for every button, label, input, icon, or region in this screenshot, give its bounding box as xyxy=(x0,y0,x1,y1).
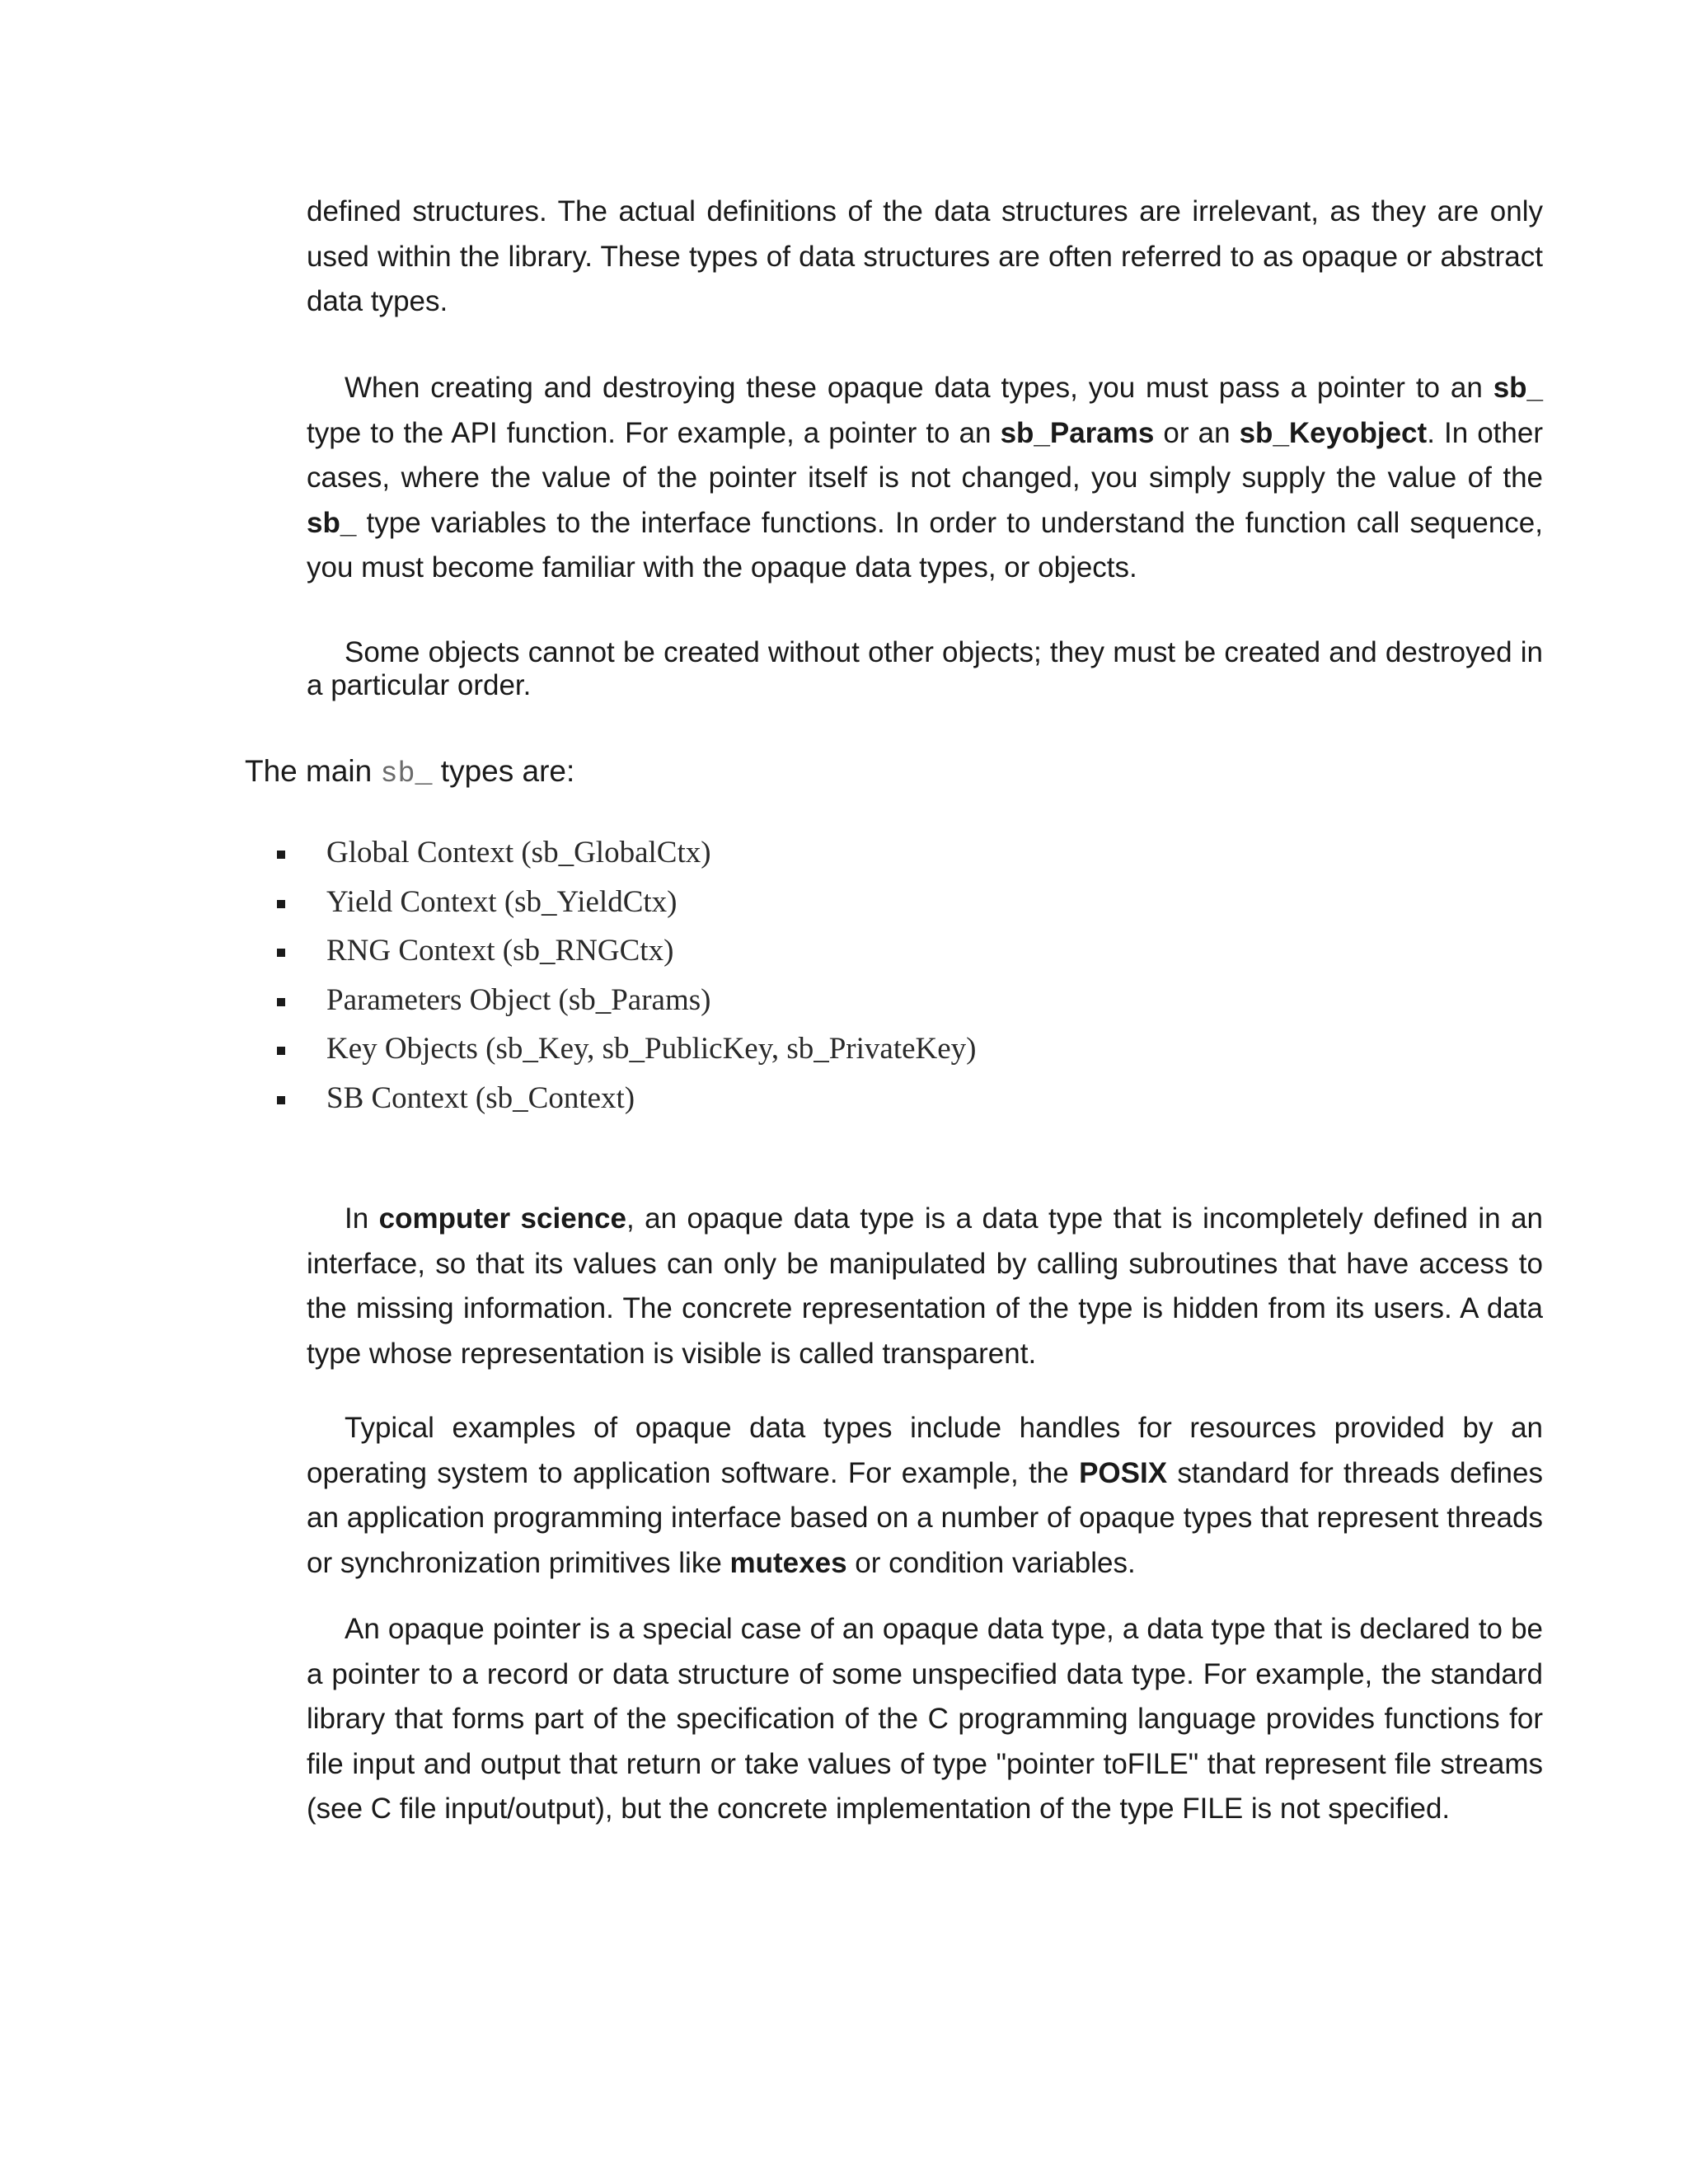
bold-term-mutexes: mutexes xyxy=(729,1546,847,1579)
list-item-label: SB Context (sb_Context) xyxy=(326,1080,635,1115)
bold-term-sb-keyobject: sb_Keyobject xyxy=(1239,416,1428,449)
paragraph-examples xyxy=(307,1406,1543,1586)
list-item xyxy=(277,882,977,931)
list-item xyxy=(277,930,977,980)
text-run: The main xyxy=(245,754,381,788)
square-bullet-icon xyxy=(277,1047,285,1055)
list-item xyxy=(277,1078,977,1127)
text-run: or condition variables. xyxy=(846,1546,1136,1579)
text-run: When creating and destroying these opaque data types, you must pass a pointer to an xyxy=(345,372,1493,404)
square-bullet-icon xyxy=(277,851,285,859)
text-run: types are: xyxy=(432,754,575,788)
list-item-label: Parameters Object (sb_Params) xyxy=(326,982,711,1017)
list-item-label: RNG Context (sb_RNGCtx) xyxy=(326,934,674,968)
list-item-label: Yield Context (sb_YieldCtx) xyxy=(326,884,678,919)
bold-term-computer-science: computer science xyxy=(378,1202,626,1235)
text-run: , an opaque data type is a data type that is incompletely defined in an interface, so that its values can only be manipulated by calling subroutines that have access to the missing information. The concrete representation of the type is hidden from its users. A data type whose representation is visible is called transparent. xyxy=(307,1202,1544,1370)
paragraph-opaque-pointer: An opaque pointer is a special case of an opaque data type, a data type that is declared to be a pointer to a record or data structure of some unspecified data type. For example, the standard library that forms part of the specification of the C programming language provides functions for file input and output that return or take values of type "pointer toFILE" that represent file streams (see C file input/output), but the concrete implementation of the type FILE is not specified. xyxy=(307,1613,1543,1825)
bold-term-sb-params: sb_Params xyxy=(1000,416,1155,449)
text-run: . In other cases, where the value of the pointer itself is not changed, you simply supply the value of the xyxy=(307,416,1543,494)
text-run: type to the API function. For example, a pointer to an xyxy=(307,416,1001,449)
text-run: or an xyxy=(1154,416,1240,449)
text-run: standard for threads defines an application programming interface based on a number of opaque types that represent threads or synchronization primitives like xyxy=(307,1456,1543,1579)
code-sb: sb_ xyxy=(380,757,433,790)
list-item xyxy=(277,980,977,1029)
paragraph-definition xyxy=(307,1197,1543,1376)
text-run: Typical examples of opaque data types include handles for resources provided by an operating system to application software. For example, the xyxy=(307,1412,1543,1489)
types-intro xyxy=(245,752,574,794)
paragraph-creation-order: Some objects cannot be created without other objects; they must be created and destroyed in a particular order. xyxy=(307,636,1543,701)
square-bullet-icon xyxy=(277,998,285,1006)
bold-term-sb: sb_ xyxy=(1493,372,1543,404)
sb-types-list xyxy=(277,832,977,1127)
list-item-label: Global Context (sb_GlobalCtx) xyxy=(326,836,711,869)
paragraph-opaque-intro: defined structures. The actual definitions of the data structures are irrelevant, as they are only used within the library. These types of data structures are often referred to as opaque or abstract data types. xyxy=(307,195,1543,317)
list-item xyxy=(277,1029,977,1078)
bold-term-posix: POSIX xyxy=(1079,1456,1168,1489)
square-bullet-icon xyxy=(277,949,285,957)
square-bullet-icon xyxy=(277,1096,285,1104)
text-run: type variables to the interface functions. In order to understand the function call sequence, you must become familiar with the opaque data types, or objects. xyxy=(307,506,1543,583)
square-bullet-icon xyxy=(277,900,285,908)
list-item-label: Key Objects (sb_Key, sb_PublicKey, sb_PrivateKey) xyxy=(326,1032,977,1066)
bold-term-sb: sb_ xyxy=(307,506,357,539)
text-run: In xyxy=(345,1202,379,1235)
paragraph-sb-pointers xyxy=(307,366,1543,591)
list-item xyxy=(277,832,977,882)
